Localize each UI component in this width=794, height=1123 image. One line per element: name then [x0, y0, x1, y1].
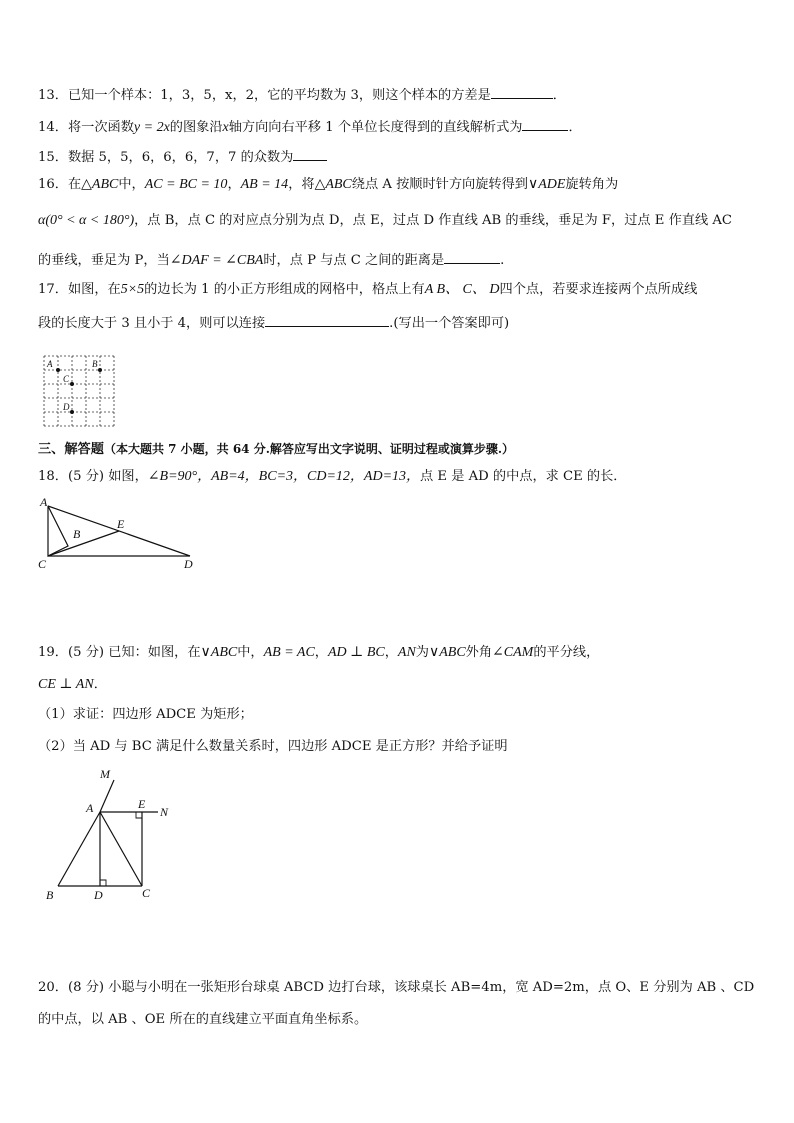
question-14: 14．将一次函数y = 2x的图象沿x轴方向向右平移 1 个单位长度得到的直线解析式为 ．: [38, 116, 582, 137]
answer-blank[interactable]: [265, 312, 389, 327]
point-c: [70, 382, 74, 386]
answer-blank[interactable]: [491, 84, 553, 99]
section-heading: 三、解答题（本大题共 7 小题，共 64 分.解答应写出文字说明、证明过程或演算步骤.）: [38, 442, 515, 457]
question-19-line-1: 19．(5 分) 已知：如图，在∨ABC中，AB = AC，AD ⊥ BC，AN为∨ABC外角∠CAM的平分线，: [38, 645, 600, 660]
answer-blank[interactable]: [444, 249, 500, 264]
label-c: C: [142, 886, 151, 900]
point-a: [56, 368, 60, 372]
label-c: C: [63, 374, 70, 384]
label-a: A: [86, 801, 94, 815]
question-19-part-1: （1）求证：四边形 ADCE 为矩形；: [38, 707, 253, 722]
label-d: D: [94, 888, 103, 902]
formula: y = 2x: [133, 120, 170, 135]
grid-figure: [42, 354, 118, 426]
question-15: 15．数据 5，5，6，6，6，7，7 的众数为: [38, 146, 327, 167]
question-16-line-1: 16．在△ABC中，AC = BC = 10，AB = 14，将△ABC绕点 A 按顺时针方向旋转得到∨ADE旋转角为: [38, 177, 619, 192]
label-d: D: [63, 402, 70, 412]
question-20-line-1: 20．(8 分) 小聪与小明在一张矩形台球桌 ABCD 边打台球，该球桌长 AB=4m，宽 AD=2m，点 O、E 分别为 AB 、CD: [38, 980, 755, 995]
answer-blank[interactable]: [522, 116, 568, 131]
label-m: M: [100, 767, 110, 781]
label-a: A: [47, 359, 53, 369]
label-c: C: [38, 557, 47, 571]
answer-blank[interactable]: [293, 146, 327, 161]
question-17-line-2: 段的长度大于 3 且小于 4，则可以连接 .(写出一个答案即可): [38, 312, 509, 333]
label-d: D: [184, 557, 193, 571]
question-20-line-2: 的中点，以 AB 、OE 所在的直线建立平面直角坐标系。: [38, 1012, 368, 1027]
label-b: B: [92, 359, 98, 369]
point-b: [98, 368, 102, 372]
question-13: 13．已知一个样本：1，3，5，x，2，它的平均数为 3，则这个样本的方差是 ．: [38, 84, 566, 105]
label-n: N: [160, 805, 169, 819]
question-13-text: 13．已知一个样本：1，3，5，x，2，它的平均数为 3，则这个样本的方差是: [38, 88, 491, 103]
label-a: A: [40, 495, 48, 509]
figure-18: [38, 494, 198, 574]
figure-19: [40, 766, 180, 906]
label-e: E: [117, 517, 125, 531]
question-19-line-2: CE ⊥ AN．: [38, 677, 107, 692]
question-18: 18．(5 分) 如图，∠B=90°，AB=4，BC=3，CD=12，AD=13，点 E 是 AD 的中点，求 CE 的长．: [38, 469, 627, 484]
question-16-line-2: α(0° < α < 180°)，点 B，点 C 的对应点分别为点 D，点 E，过点 D 作直线 AB 的垂线，垂足为 F，过点 E 作直线 AC: [38, 213, 732, 228]
question-16-line-3: 的垂线，垂足为 P，当∠DAF = ∠CBA时，点 P 与点 C 之间的距离是 .: [38, 249, 504, 270]
question-19-part-2: （2）当 AD 与 BC 满足什么数量关系时，四边形 ADCE 是正方形？并给予证明: [38, 739, 508, 754]
label-e: E: [138, 797, 146, 811]
label-b: B: [73, 527, 81, 541]
point-d: [70, 410, 74, 414]
label-b: B: [46, 888, 54, 902]
question-17-line-1: 17．如图，在5×5的边长为 1 的小正方形组成的网格中，格点上有A B、 C、 D四个点，若要求连接两个点所成线: [38, 282, 698, 297]
